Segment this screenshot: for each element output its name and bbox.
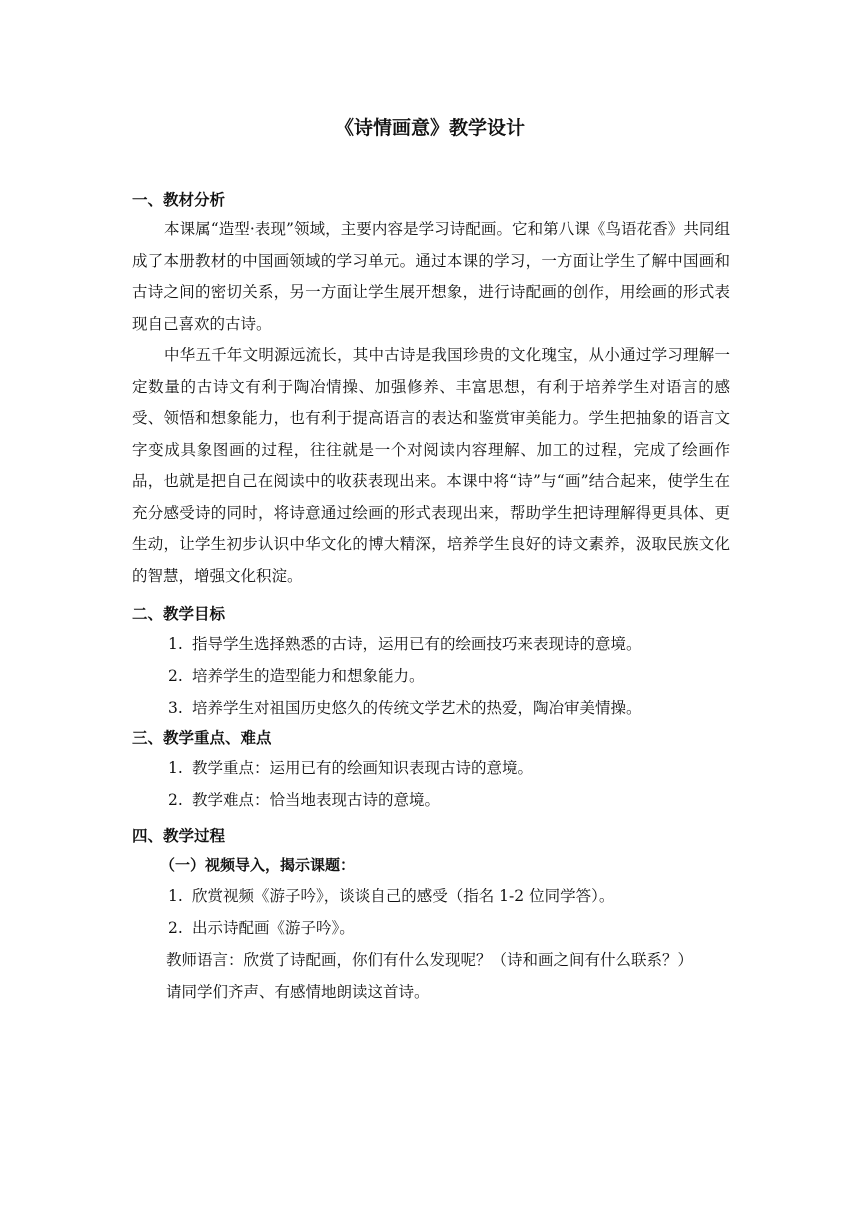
list-item: [168, 912, 730, 944]
list-item-text: 教学重点：运用已有的绘画知识表现古诗的意境。: [192, 759, 534, 777]
list-item: [168, 692, 730, 724]
list-item-text: 指导学生选择熟悉的古诗，运用已有的绘画技巧来表现诗的意境。: [192, 635, 642, 653]
list-item-number: 3.: [168, 699, 183, 717]
list-item-text: 欣赏视频《游子吟》，谈谈自己的感受（指名 1-2 位同学答）。: [192, 887, 615, 905]
list-item-text: 教学难点：恰当地表现古诗的意境。: [192, 791, 441, 809]
reading-instruction-line: 请同学们齐声、有感情地朗读这首诗。: [166, 983, 430, 1001]
subsection-heading-intro: （一）视频导入，揭示课题：: [160, 856, 356, 874]
document-title: 《诗情画意》教学设计: [334, 117, 525, 139]
list-item-number: 1.: [168, 759, 183, 777]
list-item-number: 2.: [168, 791, 183, 809]
list-item: [168, 752, 730, 784]
list-item: [168, 880, 730, 912]
section-heading-materials: 一、教材分析: [132, 191, 226, 209]
section-heading-key-points: 三、教学重点、难点: [132, 729, 272, 747]
list-item-number: 2.: [168, 667, 183, 685]
list-item-text: 出示诗配画《游子吟》。: [192, 919, 355, 937]
list-item: [168, 660, 730, 692]
list-item: [168, 784, 730, 816]
paragraph-materials-2: 中华五千年文明源远流长，其中古诗是我国珍贵的文化瑰宝，从小通过学习理解一定数量的古诗文有利于陶冶情操、加强修养、丰富思想，有利于培养学生对语言的感受、领悟和想象能力，也有利于提高语言的表达和鉴赏审美能力。学生把抽象的语言文字变成具象图画的过程，往往就是一个对阅读内容理解、加工的过程，完成了绘画作品，也就是把自己在阅读中的收获表现出来。本课中将“诗”与“画”结合起来，使学生在充分感受诗的同时，将诗意通过绘画的形式表现出来，帮助学生把诗理解得更具体、更生动，让学生初步认识中华文化的博大精深，培养学生良好的诗文素养，汲取民族文化的智慧，增强文化积淀。: [132, 346, 730, 585]
list-item-number: 1.: [168, 635, 183, 653]
list-item-number: 2.: [168, 919, 183, 937]
list-item-text: 培养学生对祖国历史悠久的传统文学艺术的热爱，陶冶审美情操。: [192, 699, 642, 717]
section-heading-process: 四、教学过程: [132, 827, 226, 845]
section-heading-goals: 二、教学目标: [132, 605, 226, 623]
paragraph-materials-1: 本课属“造型·表现”领域，主要内容是学习诗配画。它和第八课《鸟语花香》共同组成了本册教材的中国画领域的学习单元。通过本课的学习，一方面让学生了解中国画和古诗之间的密切关系，另一方面让学生展开想象，进行诗配画的创作，用绘画的形式表现自己喜欢的古诗。: [132, 220, 730, 333]
list-item-text: 培养学生的造型能力和想象能力。: [192, 667, 425, 685]
list-item: [168, 628, 730, 660]
document-body: [132, 186, 730, 1008]
teacher-speech-line: 教师语言：欣赏了诗配画，你们有什么发现呢？（诗和画之间有什么联系？）: [166, 951, 694, 969]
list-item-number: 1.: [168, 887, 183, 905]
